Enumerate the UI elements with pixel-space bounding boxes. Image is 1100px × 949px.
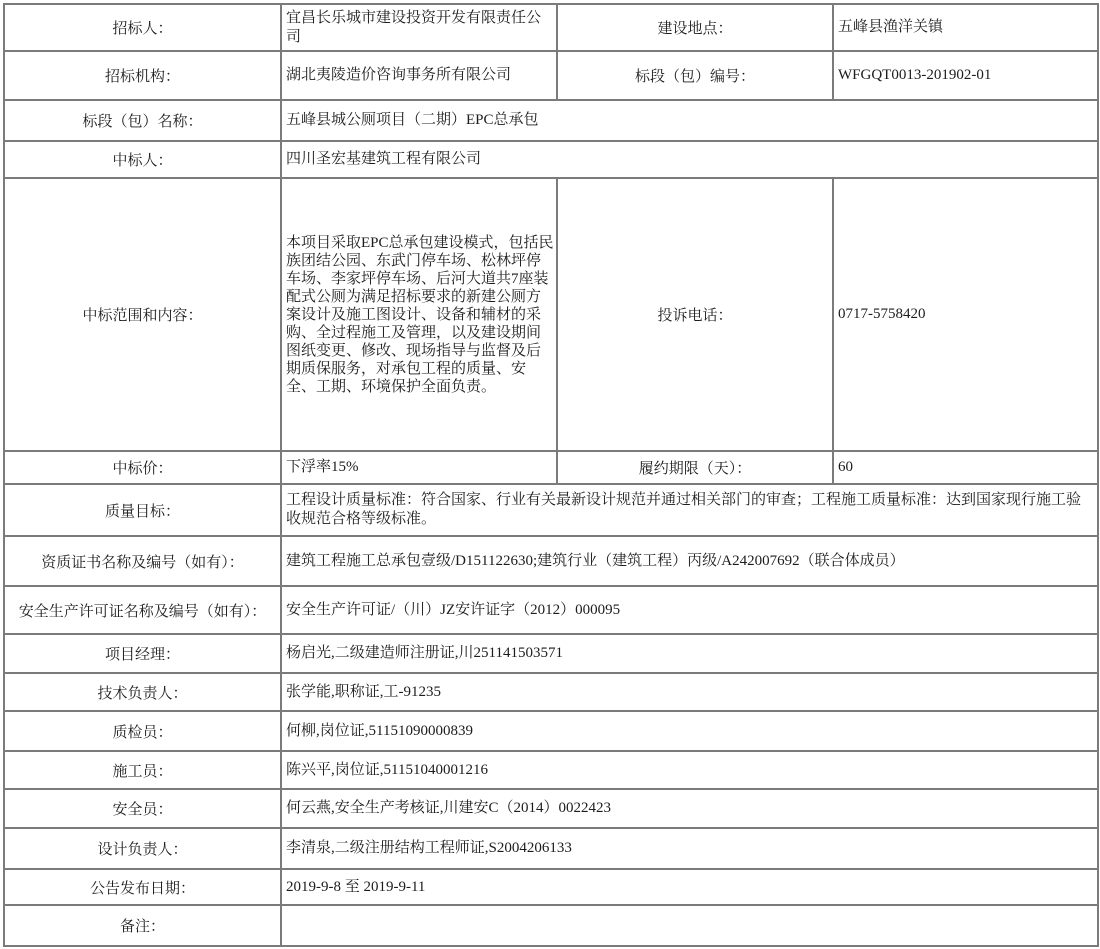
table-row (4, 451, 1098, 484)
table-row (4, 484, 1098, 536)
agency-label: 招标机构： (4, 51, 281, 100)
table-row (4, 586, 1098, 634)
quality-value: 工程设计质量标准：符合国家、行业有关最新设计规范并通过相关部门的审查；工程施工质量标准：达到国家现行施工验收规范合格等级标准。 (281, 484, 1098, 536)
scope-value: 本项目采取EPC总承包建设模式，包括民族团结公园、东武门停车场、松林坪停车场、李家坪停车场、后河大道共7座装配式公厕为满足招标要求的新建公厕方案设计及施工图设计、设备和辅材的采购、全过程施工及管理，以及建设期间图纸变更、修改、现场指导与监督及后期质保服务，对承包工程的质量、安全、工期、环境保护全面负责。 (281, 178, 557, 451)
tenderee-value: 宜昌长乐城市建设投资开发有限责任公司 (281, 4, 557, 51)
agency-value: 湖北夷陵造价咨询事务所有限公司 (281, 51, 557, 100)
project-manager-label: 项目经理： (4, 634, 281, 673)
table-row (4, 751, 1098, 789)
tech-lead-label: 技术负责人： (4, 673, 281, 711)
tech-lead-value: 张学能,职称证,工-91235 (281, 673, 1098, 711)
duration-value: 60 (833, 451, 1098, 484)
quality-inspector-value: 何柳,岗位证,51151090000839 (281, 711, 1098, 751)
safety-license-label: 安全生产许可证名称及编号（如有）： (4, 586, 281, 634)
section-name-value: 五峰县城公厕项目（二期）EPC总承包 (281, 100, 1098, 141)
publish-date-value: 2019-9-8 至 2019-9-11 (281, 869, 1098, 905)
qualification-value: 建筑工程施工总承包壹级/D151122630;建筑行业（建筑工程）丙级/A242007692（联合体成员） (281, 536, 1098, 586)
table-row (4, 536, 1098, 586)
quality-inspector-label: 质检员： (4, 711, 281, 751)
publish-date-label: 公告发布日期： (4, 869, 281, 905)
price-value: 下浮率15% (281, 451, 557, 484)
table-row (4, 178, 1098, 451)
section-no-label: 标段（包）编号： (557, 51, 833, 100)
table-row (4, 711, 1098, 751)
safety-officer-value: 何云燕,安全生产考核证,川建安C（2014）0022423 (281, 789, 1098, 828)
constructor-label: 施工员： (4, 751, 281, 789)
table-row (4, 4, 1098, 51)
qualification-label: 资质证书名称及编号（如有）： (4, 536, 281, 586)
location-value: 五峰县渔洋关镇 (833, 4, 1098, 51)
winner-label: 中标人： (4, 141, 281, 178)
section-name-label: 标段（包）名称： (4, 100, 281, 141)
design-lead-value: 李清泉,二级注册结构工程师证,S2004206133 (281, 828, 1098, 869)
table-row (4, 905, 1098, 946)
complaint-phone-label: 投诉电话： (557, 178, 833, 451)
section-no-value: WFGQT0013-201902-01 (833, 51, 1098, 100)
winner-value: 四川圣宏基建筑工程有限公司 (281, 141, 1098, 178)
table-row (4, 51, 1098, 100)
project-manager-value: 杨启光,二级建造师注册证,川251141503571 (281, 634, 1098, 673)
safety-license-value: 安全生产许可证/（川）JZ安许证字（2012）000095 (281, 586, 1098, 634)
table-row (4, 634, 1098, 673)
table-row (4, 100, 1098, 141)
remarks-value (281, 905, 1098, 946)
tenderee-label: 招标人： (4, 4, 281, 51)
table-row (4, 828, 1098, 869)
constructor-value: 陈兴平,岗位证,51151040001216 (281, 751, 1098, 789)
bid-award-table (3, 3, 1099, 947)
location-label: 建设地点： (557, 4, 833, 51)
duration-label: 履约期限（天）： (557, 451, 833, 484)
quality-label: 质量目标： (4, 484, 281, 536)
price-label: 中标价： (4, 451, 281, 484)
scope-label: 中标范围和内容： (4, 178, 281, 451)
design-lead-label: 设计负责人： (4, 828, 281, 869)
table-row (4, 789, 1098, 828)
safety-officer-label: 安全员： (4, 789, 281, 828)
remarks-label: 备注： (4, 905, 281, 946)
table-row (4, 673, 1098, 711)
table-row (4, 869, 1098, 905)
complaint-phone-value: 0717-5758420 (833, 178, 1098, 451)
table-row (4, 141, 1098, 178)
